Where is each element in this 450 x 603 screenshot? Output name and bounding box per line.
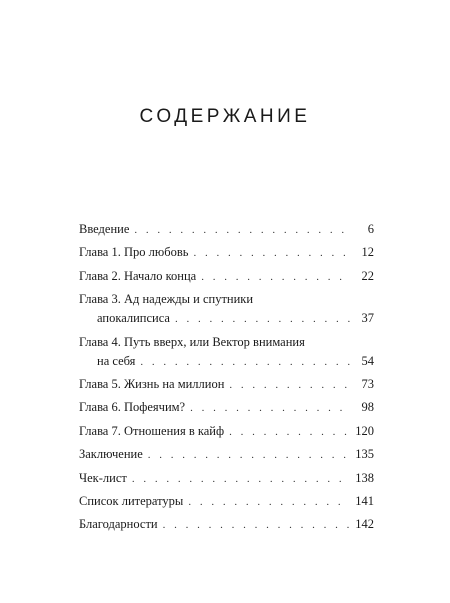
toc-row-continued — [79, 309, 374, 329]
toc-page-number: 12 — [361, 245, 374, 260]
leader-dots — [140, 353, 350, 372]
toc-entry-label: Введение — [79, 222, 130, 236]
toc-entry[interactable] — [79, 445, 374, 465]
toc-page-number: 138 — [355, 470, 374, 485]
toc-row — [79, 445, 374, 465]
toc-page-number: 54 — [361, 353, 374, 368]
toc-row — [79, 469, 374, 489]
leader-dots — [134, 221, 350, 240]
toc-entry-label: Глава 2. Начало конца — [79, 268, 197, 283]
toc-row — [79, 290, 374, 309]
toc-page-number: 135 — [355, 447, 374, 462]
page-title: СОДЕРЖАНИЕ — [139, 106, 311, 127]
toc-entry[interactable] — [79, 220, 374, 240]
toc-entry-label: Благодарности — [79, 517, 158, 532]
toc-entry-label: Глава 5. Жизнь на миллион — [79, 376, 225, 391]
toc-row — [79, 492, 374, 512]
toc-entry[interactable] — [79, 469, 374, 489]
toc-page-number: 98 — [361, 400, 374, 415]
toc-row — [79, 515, 374, 535]
toc-row — [79, 267, 374, 287]
leader-dots — [175, 310, 350, 329]
toc-entry[interactable] — [79, 492, 374, 512]
toc-entry-label: Чек-лист — [79, 470, 127, 485]
leader-dots — [132, 470, 350, 489]
toc-entry-label: Глава 6. Пофеячим? — [79, 400, 186, 415]
leader-dots — [201, 268, 350, 287]
toc-row — [79, 243, 374, 263]
leader-dots — [188, 493, 350, 512]
toc-entry[interactable] — [79, 267, 374, 287]
toc-page-number: 6 — [367, 222, 374, 236]
toc-entry[interactable] — [79, 398, 374, 418]
toc-page-number: 142 — [355, 517, 374, 532]
toc-row — [79, 422, 374, 442]
toc-entry[interactable] — [79, 422, 374, 442]
leader-dots — [229, 376, 350, 395]
toc-entry-label: Глава 1. Про любовь — [79, 245, 189, 260]
toc-entry[interactable] — [79, 333, 374, 372]
leader-dots — [190, 399, 350, 418]
toc-entry[interactable] — [79, 515, 374, 535]
table-of-contents — [79, 220, 374, 539]
toc-page-number: 22 — [361, 268, 374, 283]
toc-page-number: 73 — [361, 376, 374, 391]
toc-entry-label: Глава 4. Путь вверх, или Вектор внимания — [79, 334, 305, 349]
toc-page-number: 141 — [355, 493, 374, 508]
toc-entry-label-continued: на себя — [97, 353, 136, 368]
toc-row — [79, 220, 374, 240]
toc-page-number: 120 — [355, 423, 374, 438]
toc-entry-label: Заключение — [79, 447, 143, 462]
toc-entry[interactable] — [79, 375, 374, 395]
toc-entry-label-continued: апокалипсиса — [97, 311, 170, 326]
toc-row-continued — [79, 352, 374, 372]
toc-row — [79, 375, 374, 395]
leader-dots — [229, 423, 350, 442]
toc-entry[interactable] — [79, 243, 374, 263]
leader-dots — [193, 244, 350, 263]
leader-dots — [163, 516, 350, 535]
toc-entry-label: Список литературы — [79, 493, 184, 508]
leader-dots — [148, 446, 350, 465]
toc-row — [79, 398, 374, 418]
toc-row — [79, 333, 374, 352]
toc-entry-label: Глава 7. Отношения в кайф — [79, 423, 225, 438]
toc-entry[interactable] — [79, 290, 374, 329]
toc-page-number: 37 — [361, 311, 374, 326]
toc-entry-label: Глава 3. Ад надежды и спутники — [79, 292, 254, 307]
